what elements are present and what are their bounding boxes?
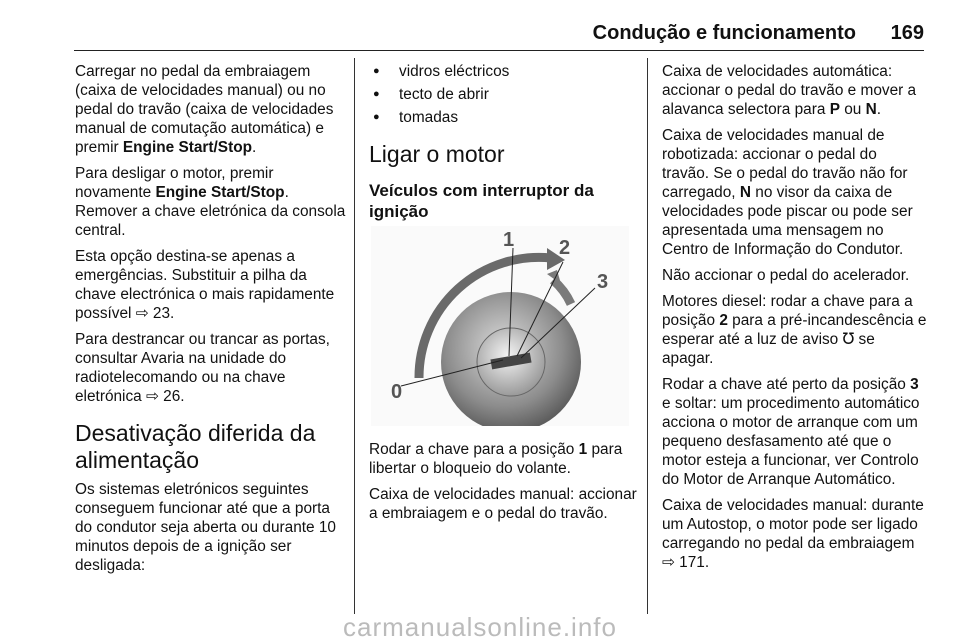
list-item: ● vidros eléctricos	[369, 62, 637, 81]
position-label-1: 1	[503, 229, 515, 251]
engine-start-stop-label: Engine Start/Stop	[155, 184, 285, 201]
ignition-switch-figure	[371, 226, 629, 426]
paragraph-diesel: Motores diesel: rodar a chave para a posição 2 para a pré-incandescência e esperar até a luz de aviso ℧ se apagar.	[662, 293, 927, 367]
paragraph-manual-gearbox: Caixa de velocidades manual: accionar a embraiagem e o pedal do travão.	[369, 486, 637, 522]
column-divider-2	[647, 58, 648, 614]
paragraph-automatic-gearbox: Caixa de velocidades automática: accionar o pedal do travão e mover a alavanca selectora para P ou N.	[662, 63, 917, 118]
paragraph-crank: Rodar a chave até perto da posição 3 e soltar: um procedimento automático acciona o motor de arranque com um pequeno desfasamento até que o motor esteja a funcionar, ver Controlo do Motor de Arranque Automático.	[662, 376, 920, 488]
column-1	[75, 62, 347, 582]
ignition-switch-illustration	[371, 226, 629, 426]
paragraph-autostop: Caixa de velocidades manual: durante um Autostop, o motor pode ser ligado carregando no pedal da embraiagem ⇨ 171.	[662, 497, 924, 571]
paragraph-robotized-gearbox: Caixa de velocidades manual de robotizada: accionar o pedal do travão. Se o pedal do travão não for carregado, N no visor da caixa de velocidades pode piscar ou pode ser apresentada uma mensagem no Centro de Informação do Condutor.	[662, 127, 913, 258]
heading-start-engine: Ligar o motor	[369, 141, 505, 167]
column-3	[662, 62, 928, 579]
column-divider-1	[354, 58, 355, 614]
page-header	[0, 0, 960, 56]
engine-start-stop-label: Engine Start/Stop	[122, 139, 253, 156]
list-item: ● tecto de abrir	[369, 85, 637, 104]
paragraph-systems: Os sistemas eletrónicos seguintes conseguem funcionar até que a porta do condutor seja aberta ou durante 10 minutos depois de a ignição ser desligada:	[75, 481, 336, 574]
position-label-3: 3	[597, 271, 609, 293]
page-number: 169	[890, 22, 924, 44]
paragraph-accelerator: Não accionar o pedal do acelerador.	[662, 267, 910, 284]
heading-delayed-power: Desativação diferida da alimentação	[75, 420, 316, 473]
paragraph-start-engine: Carregar no pedal da embraiagem (caixa de velocidades manual) ou no pedal do travão (caixa de velocidades manual de comutação automática) e premir Engine Start/Stop.	[75, 63, 334, 156]
watermark: carmanualsonline.info	[343, 612, 617, 642]
subheading-ignition-switch: Veículos com interruptor da ignição	[369, 181, 594, 221]
paragraph-emergency: Esta opção destina-se apenas a emergências. Substituir a pilha da chave electrónica o mais rapidamente possível ⇨ 23.	[75, 248, 335, 322]
paragraph-doors: Para destrancar ou trancar as portas, consultar Avaria na unidade do radiotelecomando ou na chave eletrónica ⇨ 26.	[75, 331, 330, 405]
position-label-0: 0	[391, 381, 403, 403]
paragraph-stop-engine: Para desligar o motor, premir novamente Engine Start/Stop. Remover a chave eletrónica da consola central.	[75, 165, 346, 239]
bullet-list	[369, 62, 637, 127]
header-rule	[74, 50, 924, 51]
section-title: Condução e funcionamento	[592, 22, 856, 44]
paragraph-key-position-1: Rodar a chave para a posição 1 para libertar o bloqueio do volante.	[369, 441, 623, 477]
column-2	[369, 62, 637, 530]
list-item: ● tomadas	[369, 108, 637, 127]
position-label-2: 2	[559, 237, 571, 259]
